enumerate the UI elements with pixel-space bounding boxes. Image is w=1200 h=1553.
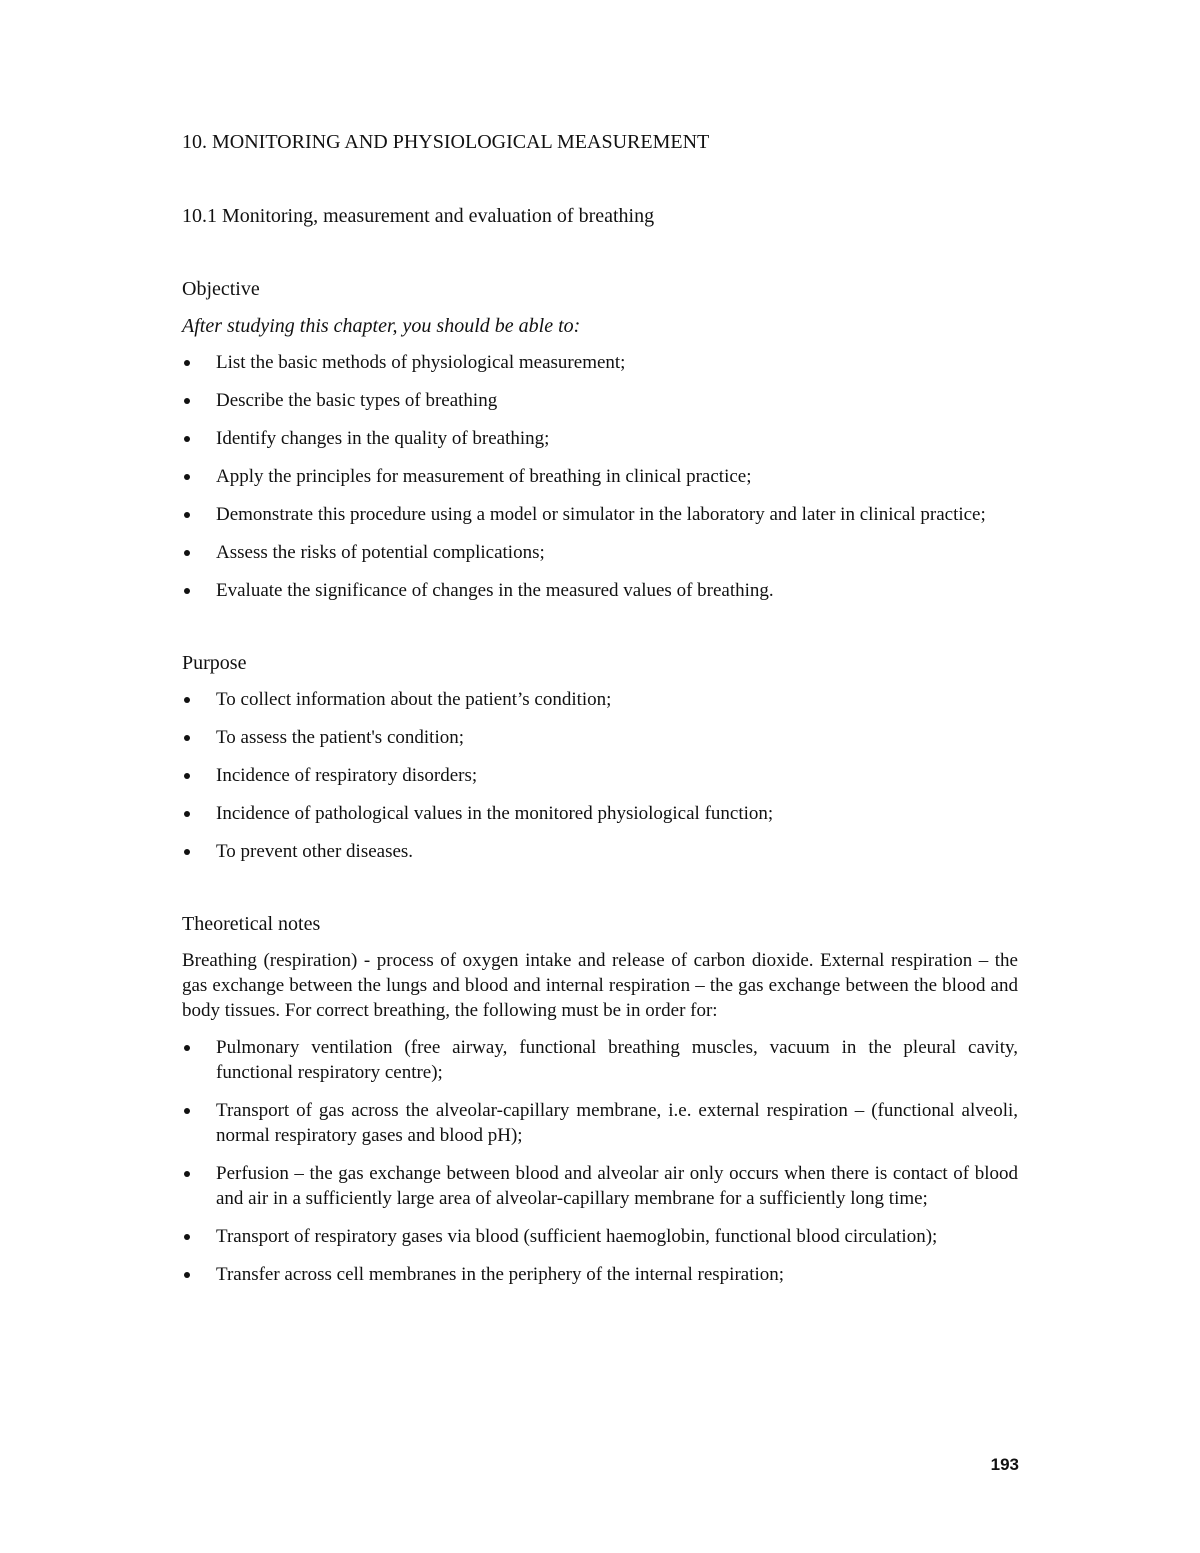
list-item-text: Transfer across cell membranes in the periphery of the internal respiration; [216,1264,785,1285]
bullet-icon [184,811,190,817]
list-item [182,725,1018,750]
bullet-icon [184,1234,190,1240]
bullet-icon [184,360,190,366]
list-item [182,502,1018,527]
bullet-icon [184,1171,190,1177]
bullet-icon [184,436,190,442]
list-item [182,687,1018,712]
objective-intro: After studying this chapter, you should be able to: [182,315,581,337]
objective-list [182,350,1018,603]
bullet-icon [184,474,190,480]
purpose-heading: Purpose [182,652,247,674]
list-item [182,839,1018,864]
list-item [182,801,1018,826]
bullet-icon [184,1045,190,1051]
objective-heading: Objective [182,278,260,300]
list-item-text: Incidence of respiratory disorders; [216,765,478,786]
list-item [182,464,1018,489]
list-item-text: Apply the principles for measurement of breathing in clinical practice; [216,466,752,487]
list-item [182,1035,1018,1085]
bullet-icon [184,697,190,703]
section-title: 10.1 Monitoring, measurement and evaluation of breathing [182,205,655,227]
list-item-text: To assess the patient's condition; [216,727,465,748]
page-content [182,128,1018,1300]
list-item [182,763,1018,788]
list-item-text: To collect information about the patient’s condition; [216,689,612,710]
list-item-text: Perfusion – the gas exchange between blood and alveolar air only occurs when there is contact of blood and air in a sufficiently large area of alveolar-capillary membrane for a sufficiently long time; [216,1163,1018,1209]
list-item [182,388,1018,413]
list-item-text: Evaluate the significance of changes in the measured values of breathing. [216,580,774,601]
theoretical-notes-heading: Theoretical notes [182,913,321,935]
bullet-icon [184,849,190,855]
list-item-text: Demonstrate this procedure using a model or simulator in the laboratory and later in clinical practice; [216,504,986,525]
bullet-icon [184,773,190,779]
list-item [182,350,1018,375]
bullet-icon [184,735,190,741]
purpose-list [182,687,1018,864]
theoretical-notes-list [182,1035,1018,1287]
bullet-icon [184,512,190,518]
list-item [182,578,1018,603]
bullet-icon [184,550,190,556]
bullet-icon [184,588,190,594]
theoretical-notes-paragraph: Breathing (respiration) - process of oxygen intake and release of carbon dioxide. External respiration – the gas exchange between the lungs and blood and internal respiration – the gas exchange between the blood and body tissues. For correct breathing, the following must be in order for: [182,950,1018,1021]
list-item-text: Assess the risks of potential complications; [216,542,545,563]
list-item-text: Incidence of pathological values in the monitored physiological function; [216,803,774,824]
list-item-text: Pulmonary ventilation (free airway, functional breathing muscles, vacuum in the pleural cavity, functional respiratory centre); [216,1037,1018,1083]
bullet-icon [184,1272,190,1278]
list-item [182,426,1018,451]
list-item-text: Describe the basic types of breathing [216,390,498,411]
list-item-text: To prevent other diseases. [216,841,414,862]
list-item [182,1098,1018,1148]
list-item [182,1262,1018,1287]
list-item [182,540,1018,565]
list-item-text: Transport of gas across the alveolar-capillary membrane, i.e. external respiration – (functional alveoli, normal respiratory gases and blood pH); [216,1100,1018,1146]
list-item-text: Transport of respiratory gases via blood (sufficient haemoglobin, functional blood circulation); [216,1226,938,1247]
bullet-icon [184,1108,190,1114]
list-item-text: List the basic methods of physiological measurement; [216,352,626,373]
list-item [182,1224,1018,1249]
page-number: 193 [990,1455,1019,1474]
bullet-icon [184,398,190,404]
list-item-text: Identify changes in the quality of breathing; [216,428,550,449]
chapter-title: 10. MONITORING AND PHYSIOLOGICAL MEASUREMENT [182,131,710,153]
list-item [182,1161,1018,1211]
